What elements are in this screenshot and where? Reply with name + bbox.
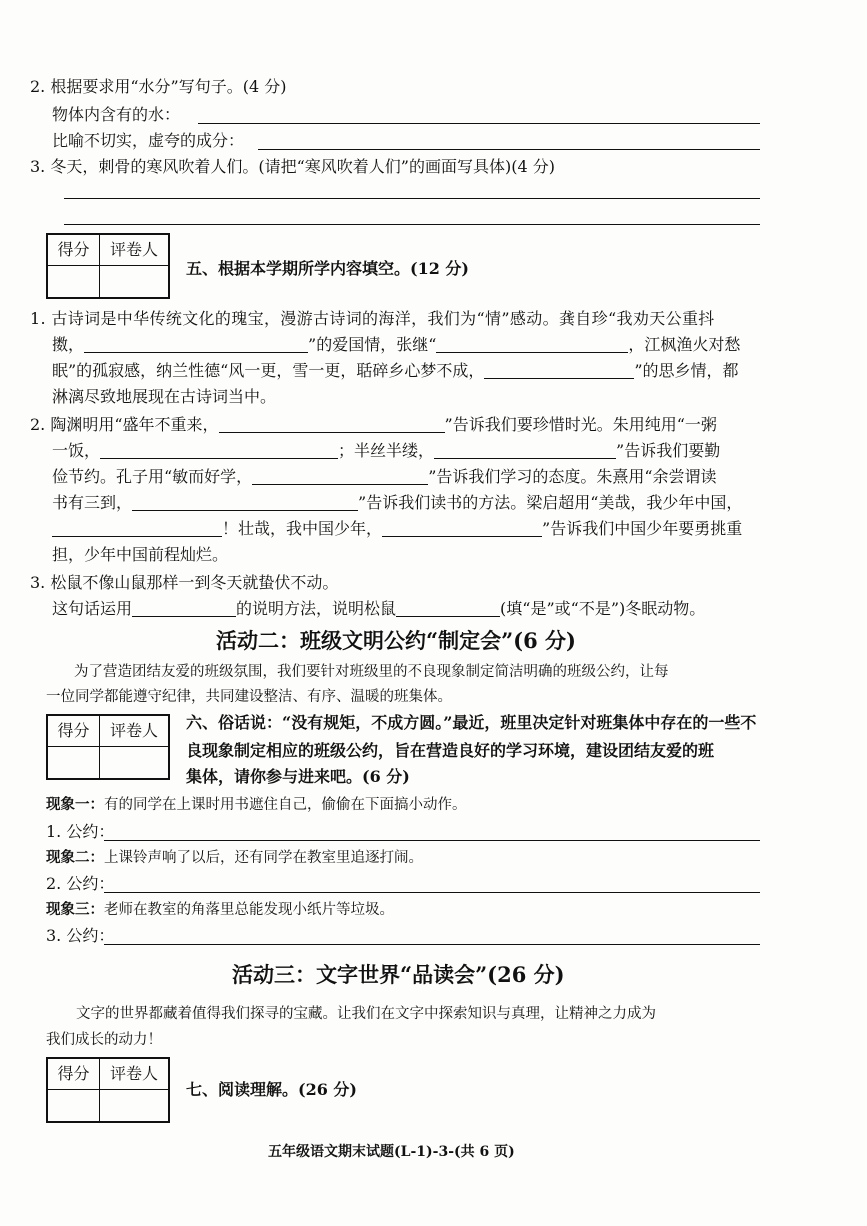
s5-blank-zhuxi[interactable] (132, 494, 358, 511)
score-box-6 (46, 714, 170, 780)
q3-answer-line-2[interactable] (64, 224, 760, 225)
s5-blank-kongzi[interactable] (252, 468, 428, 485)
s5-p2-e1: ！壮哉，我中国少年， (222, 519, 383, 538)
q2-title: 2. 根据要求用“水分”写句子。(4 分) (30, 77, 287, 96)
s5-p1-line-b (52, 334, 740, 356)
activity3-intro-2: 我们成长的动力！ (46, 1032, 162, 1048)
s5-blank-gong[interactable] (84, 336, 308, 353)
s5-p1-c1: 眠”的孤寂感，纳兰性德“风一更，雪一更，聒碎乡心梦不成， (52, 361, 485, 380)
s5-blank-zhangji[interactable] (436, 336, 628, 353)
q2-answer-line-2[interactable] (258, 149, 760, 150)
s5-blank-zhu-1[interactable] (100, 442, 338, 459)
grader-label: 评卷人 (100, 1059, 168, 1090)
s5-p2-b3: ”告诉我们要勤 (616, 441, 721, 460)
phenomenon-1-label: 现象一： (46, 796, 104, 813)
s5-p2-line-d (52, 492, 742, 514)
section6-line-2: 良现象制定相应的班级公约，旨在营造良好的学习环境，建设团结友爱的班 (186, 741, 715, 760)
s5-p2-line-e (52, 518, 742, 540)
q3-title: 3. 冬天，刺骨的寒风吹着人们。(请把“寒风吹着人们”的画面写具体)(4 分) (30, 157, 555, 176)
activity2-intro-1: 为了营造团结友爱的班级氛围，我们要针对班级里的不良现象制定简洁明确的班级公约，让每 (74, 664, 669, 680)
rule-1-answer-line[interactable] (104, 840, 760, 841)
s5-p1-line-d: 淋漓尽致地展现在古诗词当中。 (52, 387, 277, 406)
section5-title: 五、根据本学期所学内容填空。(12 分) (186, 259, 469, 278)
rule-2-answer-line[interactable] (104, 892, 760, 893)
s5-blank-zhu-2[interactable] (434, 442, 616, 459)
phenomenon-2 (46, 847, 423, 869)
phenomenon-3-label: 现象三： (46, 901, 104, 918)
q2-line2-label: 比喻不切实，虚夸的成分： (52, 131, 245, 150)
q2-line1-label: 物体内含有的水： (52, 105, 181, 124)
s5-p3-b1: 这句话运用 (52, 599, 133, 618)
phenomenon-1 (46, 794, 467, 816)
s5-p3-line-a: 3. 松鼠不像山鼠那样一到冬天就蛰伏不动。 (30, 573, 339, 592)
s5-p2-b1: 一饭， (52, 441, 101, 460)
grader-label: 评卷人 (100, 235, 168, 266)
s5-blank-method[interactable] (132, 600, 236, 617)
score-box-5 (46, 233, 170, 299)
s5-p2-e2: ”告诉我们中国少年要勇挑重 (542, 519, 743, 538)
s5-p1-line-c (52, 360, 739, 382)
section6-line-3: 集体，请你参与进来吧。(6 分) (186, 767, 410, 786)
rule-3-label: 3. 公约： (46, 926, 115, 945)
s5-p2-line-c (52, 466, 717, 488)
score-box-7 (46, 1057, 170, 1123)
s5-p3-b3: (填“是”或“不是”)冬眠动物。 (500, 599, 706, 618)
q3-answer-line-1[interactable] (64, 198, 760, 199)
grader-cell[interactable] (100, 1090, 168, 1121)
s5-p2-line-a (30, 414, 717, 436)
rule-1-label: 1. 公约： (46, 822, 115, 841)
s5-p1-c2: ”的思乡情，都 (634, 361, 739, 380)
grader-cell[interactable] (100, 266, 168, 297)
s5-p2-d2: ”告诉我们读书的方法。梁启超用“美哉，我少年中国， (358, 493, 743, 512)
s5-p2-d1: 书有三到， (52, 493, 133, 512)
score-label: 得分 (48, 716, 100, 747)
s5-blank-nalan[interactable] (484, 362, 634, 379)
s5-p1-line-a: 1. 古诗词是中华传统文化的瑰宝，漫游古诗词的海洋，我们为“情”感动。龚自珍“我劝天公重抖 (30, 309, 715, 328)
s5-p1-b1: 擞， (52, 335, 85, 354)
phenomenon-3-text: 老师在教室的角落里总能发现小纸片等垃圾。 (104, 902, 394, 918)
score-cell[interactable] (48, 266, 100, 297)
s5-p1-b3: ，江枫渔火对愁 (628, 335, 741, 354)
s5-blank-shi-bushi[interactable] (396, 600, 500, 617)
s5-p3-b2: 的说明方法，说明松鼠 (236, 599, 397, 618)
s5-blank-liang-2[interactable] (382, 520, 542, 537)
s5-p2-a2: ”告诉我们要珍惜时光。朱用纯用“一粥 (444, 415, 717, 434)
score-cell[interactable] (48, 1090, 100, 1121)
s5-p2-b2: ；半丝半缕， (338, 441, 435, 460)
s5-p3-line-b (52, 598, 705, 620)
s5-blank-taoyuanming[interactable] (219, 416, 445, 433)
s5-p2-a1: 2. 陶渊明用“盛年不重来， (30, 415, 219, 434)
s5-p2-line-b (52, 440, 720, 462)
page-footer: 五年级语文期末试题(L-1)-3-(共 6 页) (268, 1144, 515, 1160)
s5-p2-c2: ”告诉我们学习的态度。朱熹用“余尝谓读 (428, 467, 717, 486)
phenomenon-2-label: 现象二： (46, 849, 104, 866)
s5-p2-line-f: 担，少年中国前程灿烂。 (52, 545, 229, 564)
score-label: 得分 (48, 235, 100, 266)
phenomenon-3 (46, 899, 394, 921)
section7-title: 七、阅读理解。(26 分) (186, 1080, 357, 1099)
grader-cell[interactable] (100, 747, 168, 778)
phenomenon-1-text: 有的同学在上课时用书遮住自己，偷偷在下面搞小动作。 (104, 797, 467, 813)
score-label: 得分 (48, 1059, 100, 1090)
s5-p2-c1: 俭节约。孔子用“敏而好学， (52, 467, 253, 486)
q2-answer-line-1[interactable] (198, 123, 760, 124)
section6-line-1: 六、俗话说：“没有规矩，不成方圆。”最近，班里决定针对班集体中存在的一些不 (186, 713, 757, 732)
activity3-heading: 活动三：文字世界“品读会”(26 分) (232, 962, 565, 987)
rule-3-answer-line[interactable] (104, 944, 760, 945)
rule-2-label: 2. 公约： (46, 874, 115, 893)
phenomenon-2-text: 上课铃声响了以后，还有同学在教室里追逐打闹。 (104, 850, 423, 866)
grader-label: 评卷人 (100, 716, 168, 747)
activity2-heading: 活动二：班级文明公约“制定会”(6 分) (216, 628, 576, 653)
s5-blank-liang-1[interactable] (52, 520, 222, 537)
score-cell[interactable] (48, 747, 100, 778)
activity2-intro-2: 一位同学都能遵守纪律，共同建设整洁、有序、温暖的班集体。 (46, 689, 452, 705)
s5-p1-b2: ”的爱国情，张继“ (308, 335, 437, 354)
activity3-intro-1: 文字的世界都藏着值得我们探寻的宝藏。让我们在文字中探索知识与真理，让精神之力成为 (76, 1006, 656, 1022)
